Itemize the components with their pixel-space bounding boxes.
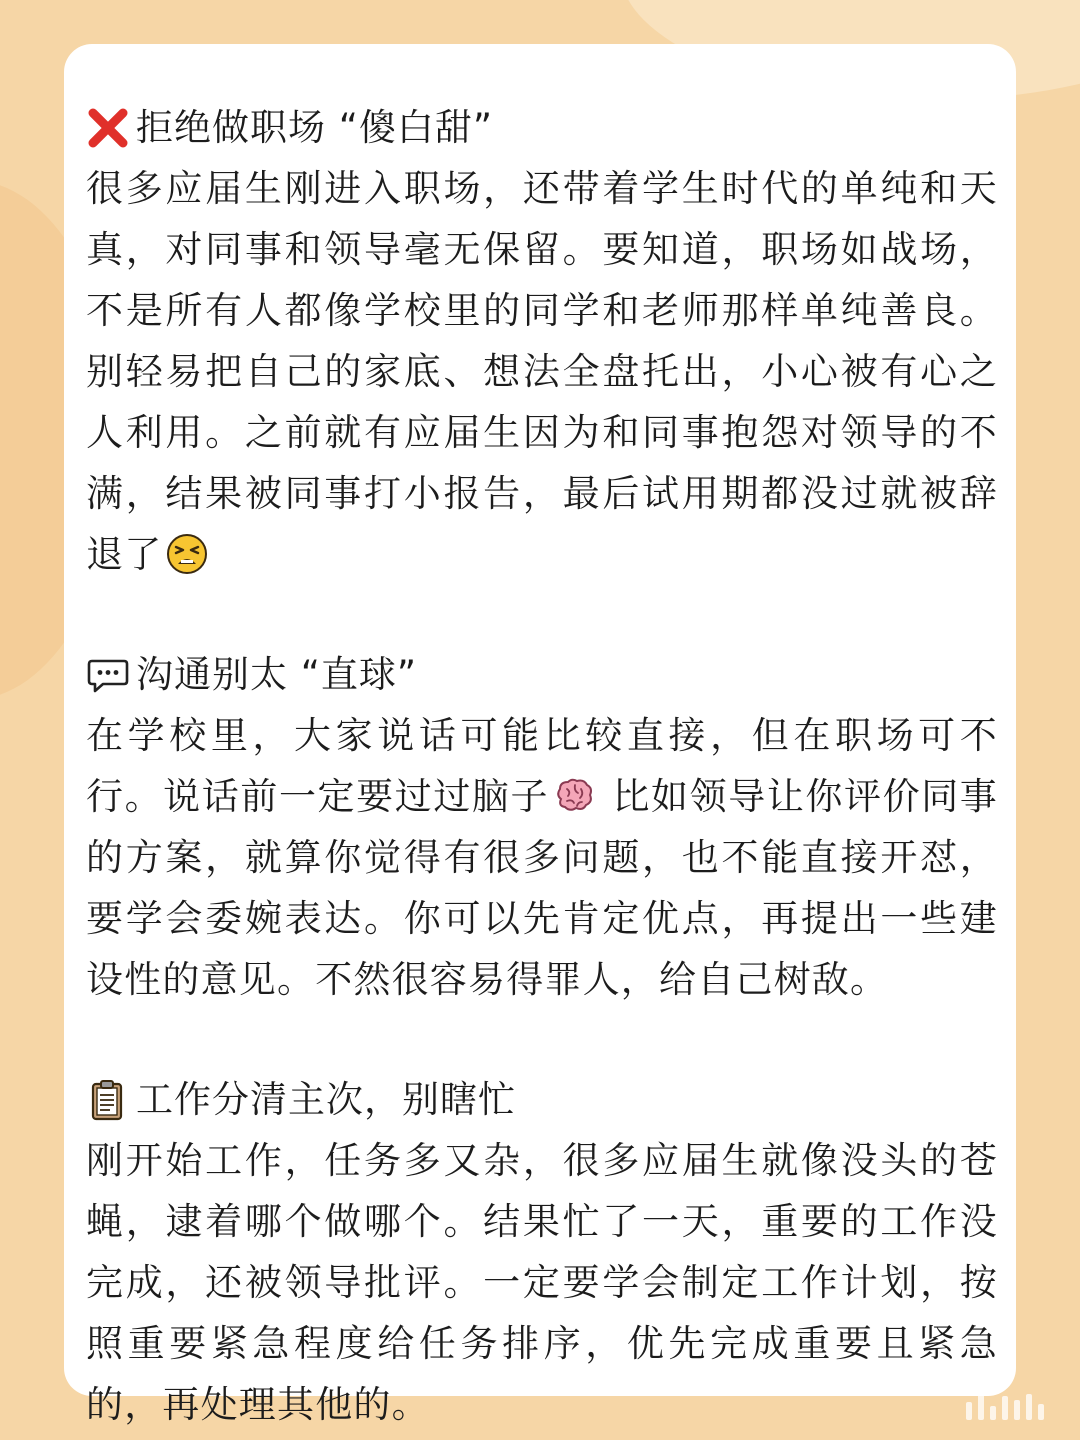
section-body xyxy=(86,1130,998,1435)
watermark-mark xyxy=(966,1394,1044,1420)
tired-face-icon xyxy=(166,533,208,575)
section-communication xyxy=(86,645,998,1010)
section-title-text: 沟通别太 “直球” xyxy=(136,653,418,696)
section-title-text: 拒绝做职场 “傻白甜” xyxy=(136,106,494,149)
section-title xyxy=(86,1070,998,1130)
section-title xyxy=(86,645,998,705)
section-title-text: 工作分清主次，别瞎忙 xyxy=(136,1078,516,1121)
section-body-text: 在学校里，大家说话可能比较直接，但在职场可不行。说话前一定要过过脑子 xyxy=(86,714,998,818)
section-priorities xyxy=(86,1070,998,1435)
section-body-text: 刚开始工作，任务多又杂，很多应届生就像没头的苍蝇，逮着哪个做哪个。结果忙了一天，重要的工作没完成，还被领导批评。一定要学会制定工作计划，按照重要紧急程度给任务排序，优先完成重要且紧急的，再处理其他的。 xyxy=(86,1139,998,1426)
section-body xyxy=(86,705,998,1010)
speech-bubble-icon xyxy=(86,653,130,697)
section-body-text-continued: 比如领导让你评价同事的方案，就算你觉得有很多问题，也不能直接开怼，要学会委婉表达。你可以先肯定优点，再提出一些建设性的意见。不然很容易得罪人，给自己树敌。 xyxy=(86,775,998,1001)
cross-mark-icon xyxy=(86,106,130,150)
section-body-text: 很多应届生刚进入职场，还带着学生时代的单纯和天真，对同事和领导毫无保留。要知道，职场如战场，不是所有人都像学校里的同学和老师那样单纯善良。别轻易把自己的家底、想法全盘托出，小心被有心之人利用。之前就有应届生因为和同事抱怨对领导的不满，结果被同事打小报告，最后试用期都没过就被辞退了 xyxy=(86,167,998,576)
section-body xyxy=(86,158,998,585)
clipboard-icon xyxy=(86,1078,130,1122)
content-card xyxy=(64,44,1016,1426)
section-naive xyxy=(86,98,998,585)
section-title xyxy=(86,98,998,158)
brain-icon xyxy=(553,775,595,817)
